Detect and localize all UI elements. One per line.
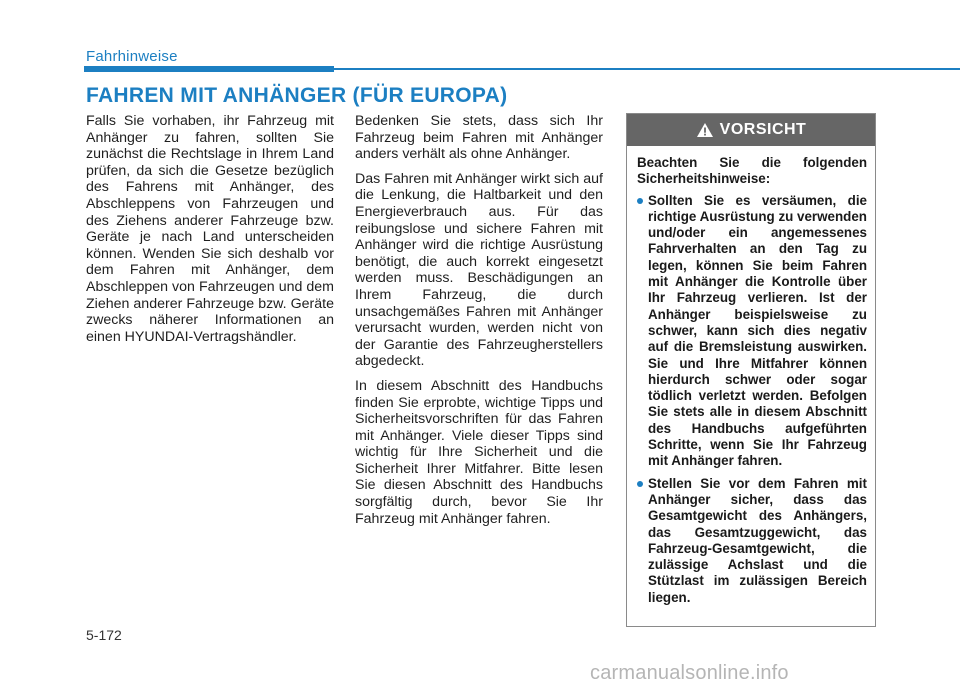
watermark: carmanualsonline.info	[590, 662, 789, 684]
column-middle	[355, 113, 603, 535]
header-rule-thick	[84, 66, 334, 72]
header-rule-thin	[334, 68, 960, 70]
bullet-icon	[637, 198, 643, 204]
caution-label: VORSICHT	[719, 121, 807, 138]
bullet-icon	[637, 481, 643, 487]
page-number: 5-172	[86, 627, 122, 643]
caution-box	[626, 113, 876, 627]
paragraph: Das Fahren mit Anhänger wirkt sich auf die Lenkung, die Haltbarkeit und den Energieverbrauch aus. Für das reibungslose und sichere Fahren mit Anhänger wird die richtige Ausrüstung benötigt, die auch korrekt eingesetzt werden muss. Beschädigungen an Ihrem Fahrzeug, die durch unsachgemäßes Fahren mit Anhänger verursacht wurden, werden nicht von der Garantie des Fahrzeugherstellers abgedeckt.	[355, 170, 603, 370]
caution-body	[627, 146, 875, 606]
paragraph: Bedenken Sie stets, dass sich Ihr Fahrzeug beim Fahren mit Anhänger anders verhält als ohne Anhänger.	[355, 113, 603, 163]
caution-item	[637, 476, 867, 606]
paragraph: Falls Sie vorhaben, ihr Fahrzeug mit Anhänger zu fahren, sollten Sie zunächst die Rechtslage in Ihrem Land prüfen, da sich die Gesetze bezüglich des Fahrens mit Anhänger, des Abschleppens von Fahrzeugen und des Ziehens anderer Fahrzeuge bzw. Geräte je nach Land unterscheiden können. Wenden Sie sich deshalb vor dem Fahren mit Anhänger, dem Abschleppen von Fahrzeugen und dem Ziehen anderer Fahrzeuge bzw. Geräte zwecks näherer Informationen an einen HYUNDAI-Vertragshändler.	[86, 113, 334, 345]
page-title: FAHREN MIT ANHÄNGER (FÜR EUROPA)	[86, 84, 508, 107]
caution-header	[627, 114, 875, 146]
warning-triangle-icon	[696, 122, 714, 138]
caution-item-text: Sollten Sie es versäumen, die richtige Ausrüstung zu verwenden und/oder ein angemessenes Fahrverhalten an den Tag zu legen, können Sie beim Fahren mit Anhänger die Kontrolle über Ihr Fahrzeug verlieren. Ist der Anhänger beispielsweise zu schwer, kann sich dies negativ auf die Bremsleistung auswirken. Sie und Ihre Mitfahrer können hierdurch schwer oder sogar tödlich verletzt werden. Befolgen Sie stets alle in diesem Abschnitt des Handbuchs aufgeführten Schritte, wenn Sie Ihr Fahrzeug mit Anhänger fahren.	[648, 192, 867, 469]
column-left	[86, 113, 334, 353]
caution-list	[637, 193, 867, 606]
caution-intro: Beachten Sie die folgenden Sicherheitshinweise:	[637, 155, 867, 187]
section-label: Fahrhinweise	[86, 48, 178, 65]
caution-item-text: Stellen Sie vor dem Fahren mit Anhänger sicher, dass das Gesamtgewicht des Anhängers, das Gesamtzuggewicht, das Fahrzeug-Gesamtgewicht, die zulässige Achslast und die Stützlast im zulässigen Bereich liegen.	[648, 475, 867, 605]
paragraph: In diesem Abschnitt des Handbuchs finden Sie erprobte, wichtige Tipps und Sicherheitsvorschriften für das Fahren mit Anhänger. Viele dieser Tipps sind wichtig für Ihre Sicherheit und die Sicherheit Ihrer Mitfahrer. Bitte lesen Sie diesen Abschnitt des Handbuchs sorgfältig durch, bevor Sie Ihr Fahrzeug mit Anhänger fahren.	[355, 377, 603, 527]
caution-item	[637, 193, 867, 470]
